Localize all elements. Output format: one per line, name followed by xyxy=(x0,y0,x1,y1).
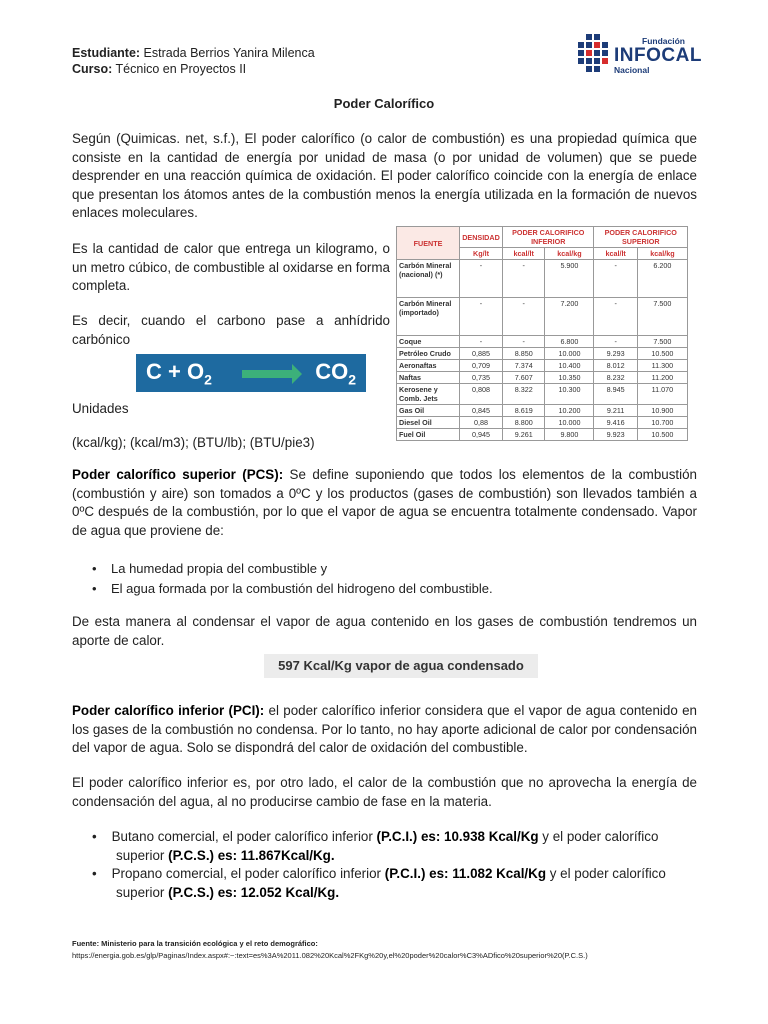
source-title: Fuente: Ministerio para la transición ecológica y el reto demográfico: xyxy=(72,939,318,948)
condensed-vapor-highlight: 597 Kcal/Kg vapor de agua condensado xyxy=(264,654,538,678)
intro-paragraph: Según (Quimicas. net, s.f.), El poder calorífico (o calor de combustión) es una propiedad química que consiste en la cantidad de energía por unidad de masa (o por unidad de volumen) que se puede desprender en una reacción química de oxidación. El poder calorífico coincide con la energía de enlace que presentan los átomos antes de la combustión menos la energía utilizada en la formación de nuevos enlaces moleculares. xyxy=(72,131,697,220)
logo-line3: Nacional xyxy=(614,65,650,75)
unit-header: kcal/lt xyxy=(503,248,545,260)
table-cell: 0,735 xyxy=(460,372,503,384)
table-row xyxy=(397,360,688,372)
course-name: Técnico en Proyectos II xyxy=(115,62,247,76)
table-cell: 9.923 xyxy=(594,429,637,441)
equation-rhs: $CO_2$ xyxy=(315,359,356,388)
student-name: Estrada Berrios Yanira Milenca xyxy=(143,46,315,60)
table-cell: 7.607 xyxy=(503,372,545,384)
table-cell: 10.900 xyxy=(637,405,687,417)
source-url[interactable]: https://energia.gob.es/glp/Paginas/Index.aspx#:~:text=es%3A%2011.082%20Kcal%2FKg%20y,el%20poder%20calor%C3%ADfico%20superior%20(P.C.S.) xyxy=(72,951,588,960)
pci-label: Poder calorífico inferior (PCI): xyxy=(72,703,265,718)
table-row xyxy=(397,260,688,298)
table-cell: 0,845 xyxy=(460,405,503,417)
unit-header: kcal/lt xyxy=(594,248,637,260)
unit-header: kcal/kg xyxy=(637,248,687,260)
table-row xyxy=(397,384,688,405)
table-cell: 10.700 xyxy=(637,417,687,429)
table-cell: 0,808 xyxy=(460,384,503,405)
units-label: Unidades xyxy=(72,401,129,416)
list-item: • La humedad propia del combustible y xyxy=(92,561,328,576)
pci-text: el poder calorífico inferior considera que el vapor de agua contenido en los gases de la combustión no condensa. Por lo tanto, no hay aporte adicional de calor por condensación del vapor de agua. Solo se dispondrá del calor de oxidación del combustible. xyxy=(72,703,697,755)
arrow-right-icon xyxy=(242,370,292,378)
table-cell: 8.800 xyxy=(503,417,545,429)
fuel-name: Kerosene y Comb. Jets xyxy=(397,384,460,405)
table-cell: 8.619 xyxy=(503,405,545,417)
combustion-equation xyxy=(136,354,366,392)
table-cell: 9.211 xyxy=(594,405,637,417)
list-item: • Propano comercial, el poder calorífico inferior (P.C.I.) es: 11.082 Kcal/Kg y el poder calorífico superior (P.C.S.) es: 12.052 Kcal/Kg. xyxy=(92,866,666,900)
table-cell: - xyxy=(503,260,545,298)
fuel-name: Carbón Mineral (importado) xyxy=(397,298,460,336)
table-cell: - xyxy=(503,298,545,336)
table-cell: 10.500 xyxy=(637,348,687,360)
table-cell: 8.945 xyxy=(594,384,637,405)
table-row xyxy=(397,348,688,360)
table-cell: - xyxy=(594,336,637,348)
table-cell: 9.293 xyxy=(594,348,637,360)
table-cell: - xyxy=(594,260,637,298)
pci-second-paragraph: El poder calorífico inferior es, por otro lado, el calor de la combustión que no aprovecha la energía de condensación del agua, al no producirse cambio de fase en la materia. xyxy=(72,775,697,809)
table-row xyxy=(397,336,688,348)
logo-line2: INFOCAL xyxy=(614,45,702,66)
header-pci: PODER CALORIFICO INFERIOR xyxy=(503,227,594,248)
unit-header: Kg/lt xyxy=(460,248,503,260)
page-title: Poder Calorífico xyxy=(333,96,435,111)
table-cell: 10.400 xyxy=(545,360,594,372)
table-row xyxy=(397,372,688,384)
fuel-name: Naftas xyxy=(397,372,460,384)
definition-paragraph: Es la cantidad de calor que entrega un kilogramo, o un metro cúbico, de combustible al oxidarse en forma completa. xyxy=(72,241,390,293)
course-line xyxy=(72,61,246,77)
table-cell: 0,88 xyxy=(460,417,503,429)
table-cell: 8.232 xyxy=(594,372,637,384)
table-cell: 7.374 xyxy=(503,360,545,372)
fuel-name: Petróleo Crudo xyxy=(397,348,460,360)
table-cell: 6.200 xyxy=(637,260,687,298)
pcs-label: Poder calorífico superior (PCS): xyxy=(72,467,284,482)
condense-paragraph: De esta manera al condensar el vapor de agua contenido en los gases de combustión tendremos un aporte de calor. xyxy=(72,614,697,648)
table-cell: - xyxy=(503,336,545,348)
table-cell: 10.200 xyxy=(545,405,594,417)
logo-line1: Fundación xyxy=(642,36,685,46)
table-cell: 7.200 xyxy=(545,298,594,336)
source-note xyxy=(72,938,702,962)
unit-header: kcal/kg xyxy=(545,248,594,260)
list-item: • El agua formada por la combustión del hidrogeno del combustible. xyxy=(92,581,493,596)
equation-lhs: $C + O_2$ xyxy=(146,359,212,388)
table-cell: 11.070 xyxy=(637,384,687,405)
water-sources-list xyxy=(92,559,692,599)
table-cell: 11.200 xyxy=(637,372,687,384)
fuel-name: Coque xyxy=(397,336,460,348)
table-cell: 9.261 xyxy=(503,429,545,441)
table-cell: 0,709 xyxy=(460,360,503,372)
table-cell: 7.500 xyxy=(637,298,687,336)
table-cell: 0,945 xyxy=(460,429,503,441)
carbon-paragraph: Es decir, cuando el carbono pase a anhídrido carbónico xyxy=(72,313,390,347)
table-row xyxy=(397,298,688,336)
table-cell: - xyxy=(460,260,503,298)
table-cell: 9.800 xyxy=(545,429,594,441)
table-cell: - xyxy=(460,336,503,348)
pci-paragraph xyxy=(72,702,697,758)
gas-examples-list xyxy=(92,828,697,902)
fuel-name: Gas Oil xyxy=(397,405,460,417)
header-fuente: FUENTE xyxy=(397,227,460,260)
student-line xyxy=(72,45,315,61)
table-cell: 11.300 xyxy=(637,360,687,372)
table-row xyxy=(397,429,688,441)
table-cell: 8.322 xyxy=(503,384,545,405)
table-cell: 5.900 xyxy=(545,260,594,298)
pcs-paragraph xyxy=(72,466,697,540)
table-cell: 10.000 xyxy=(545,417,594,429)
table-cell: 0,885 xyxy=(460,348,503,360)
table-cell: 10.000 xyxy=(545,348,594,360)
table-cell: 8.850 xyxy=(503,348,545,360)
student-label: Estudiante: xyxy=(72,46,141,60)
table-cell: - xyxy=(460,298,503,336)
units-value: (kcal/kg); (kcal/m3); (BTU/lb); (BTU/pie3) xyxy=(72,435,315,450)
fuel-name: Carbón Mineral (nacional) (*) xyxy=(397,260,460,298)
header-densidad: DENSIDAD xyxy=(460,227,503,248)
header-pcs: PODER CALORIFICO SUPERIOR xyxy=(594,227,688,248)
table-cell: 10.350 xyxy=(545,372,594,384)
table-cell: 6.800 xyxy=(545,336,594,348)
course-label: Curso: xyxy=(72,62,113,76)
table-cell: 9.416 xyxy=(594,417,637,429)
fuel-name: Diesel Oil xyxy=(397,417,460,429)
fuel-name: Aeronaftas xyxy=(397,360,460,372)
table-cell: 10.500 xyxy=(637,429,687,441)
table-cell: - xyxy=(594,298,637,336)
table-cell: 8.012 xyxy=(594,360,637,372)
table-row xyxy=(397,417,688,429)
table-cell: 10.300 xyxy=(545,384,594,405)
table-row xyxy=(397,405,688,417)
list-item: • Butano comercial, el poder calorífico inferior (P.C.I.) es: 10.938 Kcal/Kg y el poder calorífico superior (P.C.S.) es: 11.867Kcal/Kg. xyxy=(92,829,659,863)
table-cell: 7.500 xyxy=(637,336,687,348)
fuel-name: Fuel Oil xyxy=(397,429,460,441)
fuel-table xyxy=(396,226,688,441)
pcs-text: Se define suponiendo que todos los elementos de la combustión (combustión y aire) son tomados a 0ºC y los productos (gases de combustión) son llevados también a 0ºC después de la combustión, por lo que el vapor de agua se encuentra totalmente condensado. Vapor de agua que proviene de: xyxy=(72,467,697,538)
logo-grid-icon xyxy=(578,34,614,74)
